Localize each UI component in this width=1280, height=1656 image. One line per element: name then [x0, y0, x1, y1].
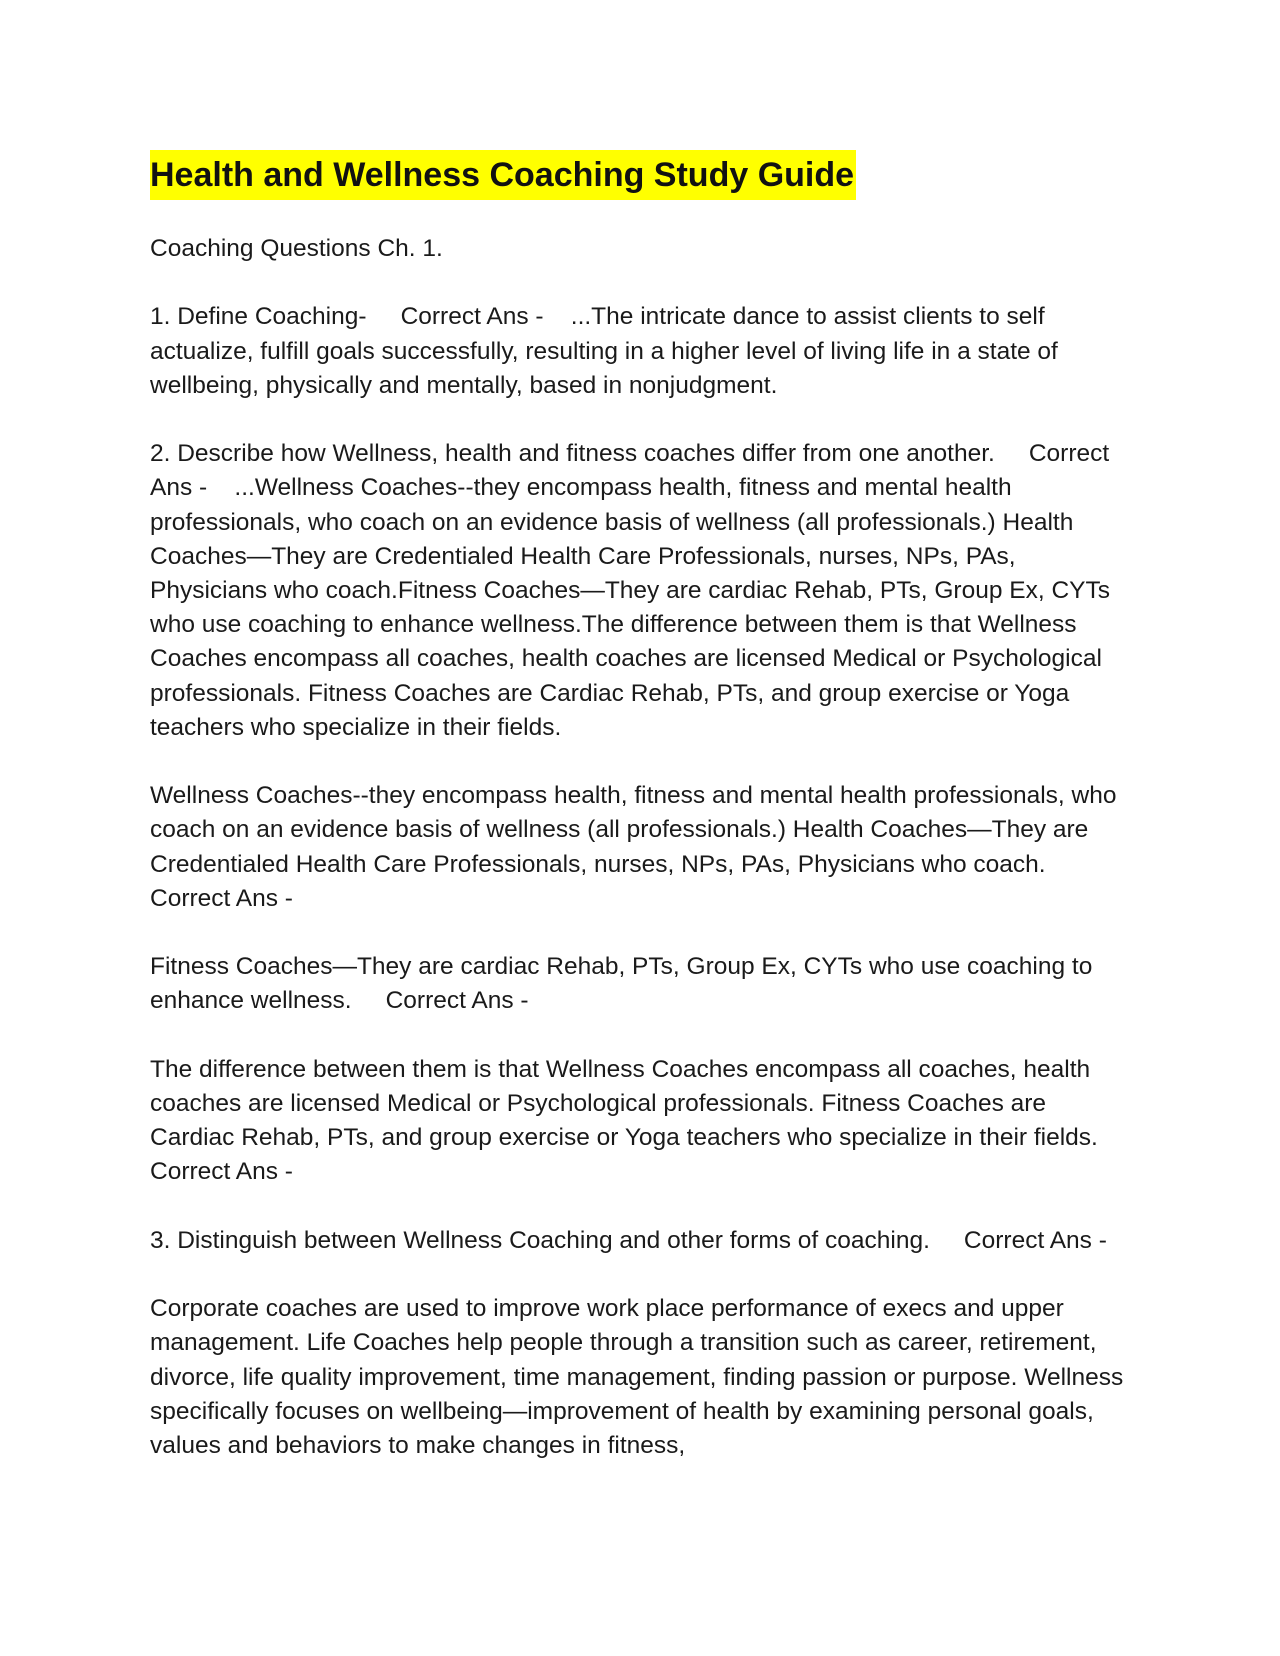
- document-page: [150, 150, 1135, 1497]
- difference-paragraph: The difference between them is that Wellness Coaches encompass all coaches, health coaches are licensed Medical or Psychological professionals. Fitness Coaches are Cardiac Rehab, PTs, and group exercise or Yoga teachers who specialize in their fields. Correct Ans -: [150, 1055, 1132, 1186]
- question-3: 3. Distinguish between Wellness Coaching and other forms of coaching. Correct Ans -: [150, 1226, 1107, 1254]
- question-1: 1. Define Coaching- Correct Ans - ...The intricate dance to assist clients to self actualize, fulfill goals successfully, resulting in a higher level of living life in a state of wellbeing, physically and mentally, based in nonjudgment.: [150, 303, 1065, 399]
- corporate-coaches-paragraph: Corporate coaches are used to improve work place performance of execs and upper management. Life Coaches help people through a transition such as career, retirement, divorce, life quality improvement, time management, finding passion or purpose. Wellness specifically focuses on wellbeing—improvement of health by examining personal goals, values and behaviors to make changes in fitness,: [150, 1295, 1131, 1459]
- wellness-coaches-paragraph: Wellness Coaches--they encompass health, fitness and mental health professionals, who coach on an evidence basis of wellness (all professionals.) Health Coaches—They are Credentialed Health Care Professionals, nurses, NPs, PAs, Physicians who coach. Correct Ans -: [150, 782, 1124, 912]
- document-title: Health and Wellness Coaching Study Guide: [150, 150, 856, 200]
- question-2: 2. Describe how Wellness, health and fitness coaches differ from one another. Correct Ans - ...Wellness Coaches--they encompass health, fitness and mental health professionals, who coach on an evidence basis of wellness (all professionals.) Health Coaches—They are Credentialed Health Care Professionals, nurses, NPs, PAs, Physicians who coach.Fitness Coaches—They are cardiac Rehab, PTs, Group Ex, CYTs who use coaching to enhance wellness.The difference between them is that Wellness Coaches encompass all coaches, health coaches are licensed Medical or Psychological professionals. Fitness Coaches are Cardiac Rehab, PTs, and group exercise or Yoga teachers who specialize in their fields.: [150, 440, 1117, 741]
- section-heading: Coaching Questions Ch. 1.: [150, 235, 443, 262]
- fitness-coaches-paragraph: Fitness Coaches—They are cardiac Rehab, PTs, Group Ex, CYTs who use coaching to enhance wellness. Correct Ans -: [150, 953, 1100, 1015]
